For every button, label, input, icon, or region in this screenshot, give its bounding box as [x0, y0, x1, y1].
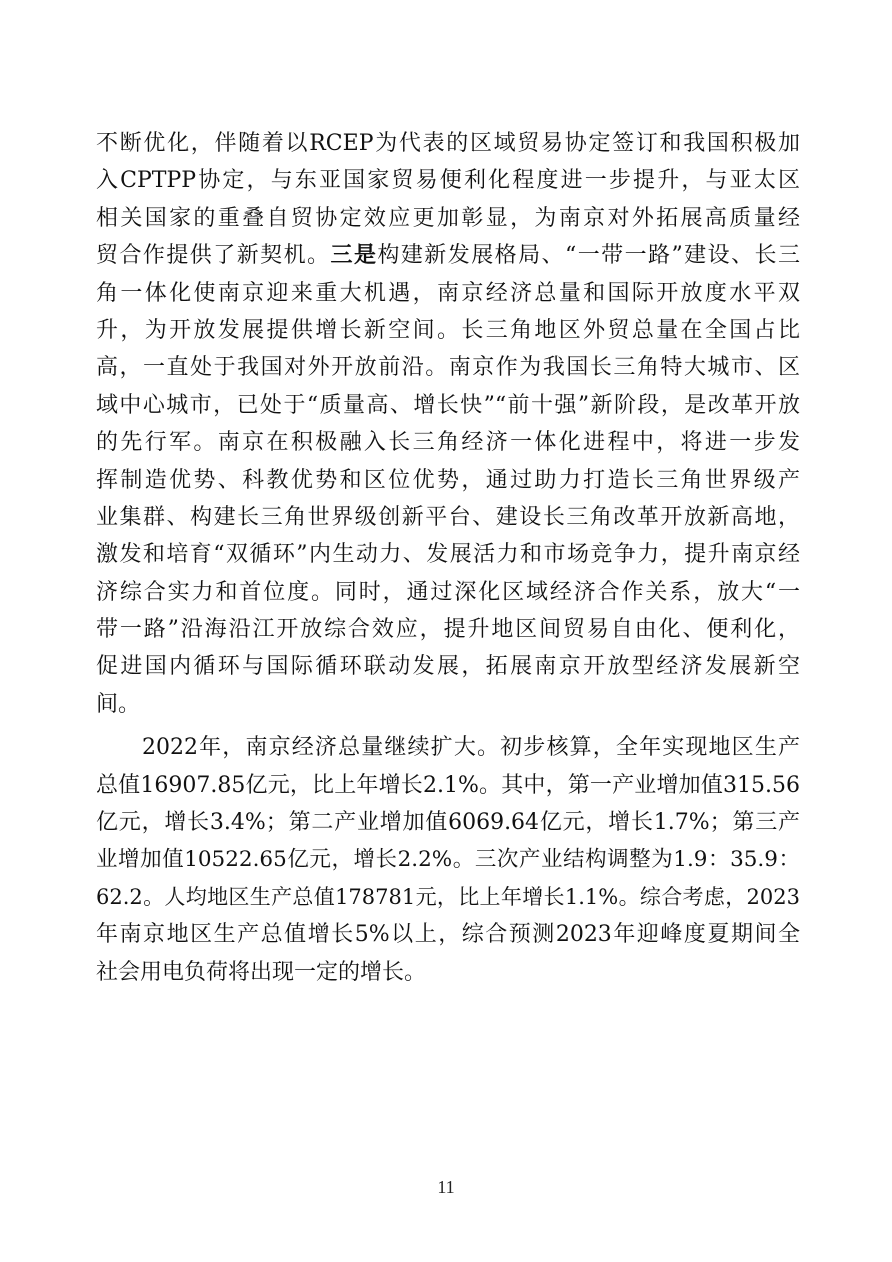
text-line: 社会用电负荷将出现一定的增长。 [96, 959, 427, 985]
text-line: 带一路”沿海沿江开放综合效应，提升地区间贸易自由化、便利化， [96, 617, 800, 643]
bold-marker-three: 三是 [330, 242, 378, 269]
text-line: 角一体化使南京迎来重大机遇，南京经济总量和国际开放度水平双 [96, 280, 800, 306]
text-line: 62.2。人均地区生产总值178781元，比上年增长1.1%。综合考虑，2023 [96, 884, 800, 909]
text-line: 域中心城市，已处于“质量高、增长快”“前十强”新阶段，是改革开放 [96, 392, 800, 418]
text-line: 相关国家的重叠自贸协定效应更加彰显，为南京对外拓展高质量经 [96, 205, 800, 231]
text-line: 入CPTPP协定，与东亚国家贸易便利化程度进一步提升，与亚太区 [96, 168, 800, 194]
text-line-with-emphasis [96, 237, 800, 274]
text-line: 高，一直处于我国对外开放前沿。南京作为我国长三角特大城市、区 [96, 355, 800, 381]
page-number: 11 [437, 1177, 455, 1197]
text-segment: 贸合作提供了新契机。 [96, 243, 331, 269]
text-line: 年南京地区生产总值增长5%以上，综合预测2023年迎峰度夏期间全 [96, 922, 800, 948]
text-line: 促进国内循环与国际循环联动发展，拓展南京开放型经济发展新空 [96, 654, 800, 680]
body-text [96, 125, 800, 991]
text-line: 升，为开放发展提供增长新空间。长三角地区外贸总量在全国占比 [96, 317, 800, 343]
paragraph-economy-2022 [96, 729, 800, 991]
text-line: 的先行军。南京在积极融入长三角经济一体化进程中，将进一步发 [96, 430, 800, 456]
text-line: 间。 [96, 691, 141, 717]
text-line: 不断优化，伴随着以RCEP为代表的区域贸易协定签订和我国积极加 [96, 131, 800, 156]
text-line: 济综合实力和首位度。同时，通过深化区域经济合作关系，放大“一 [96, 579, 800, 605]
text-line: 2022年，南京经济总量继续扩大。初步核算，全年实现地区生产 [142, 735, 800, 761]
text-line: 业集群、构建长三角世界级创新平台、建设长三角改革开放新高地， [96, 504, 800, 530]
text-line: 激发和培育“双循环”内生动力、发展活力和市场竞争力，提升南京经 [96, 542, 800, 568]
text-line: 挥制造优势、科教优势和区位优势，通过助力打造长三角世界级产 [96, 467, 800, 493]
text-line: 总值16907.85亿元，比上年增长2.1%。其中，第一产业增加值315.56 [96, 772, 800, 798]
text-line: 亿元，增长3.4%；第二产业增加值6069.64亿元，增长1.7%；第三产 [96, 810, 800, 836]
paragraph-opening-outlook [96, 125, 800, 723]
text-segment: 构建新发展格局、“一带一路”建设、长三 [377, 243, 800, 269]
text-line: 业增加值10522.65亿元，增长2.2%。三次产业结构调整为1.9：35.9： [96, 847, 800, 873]
